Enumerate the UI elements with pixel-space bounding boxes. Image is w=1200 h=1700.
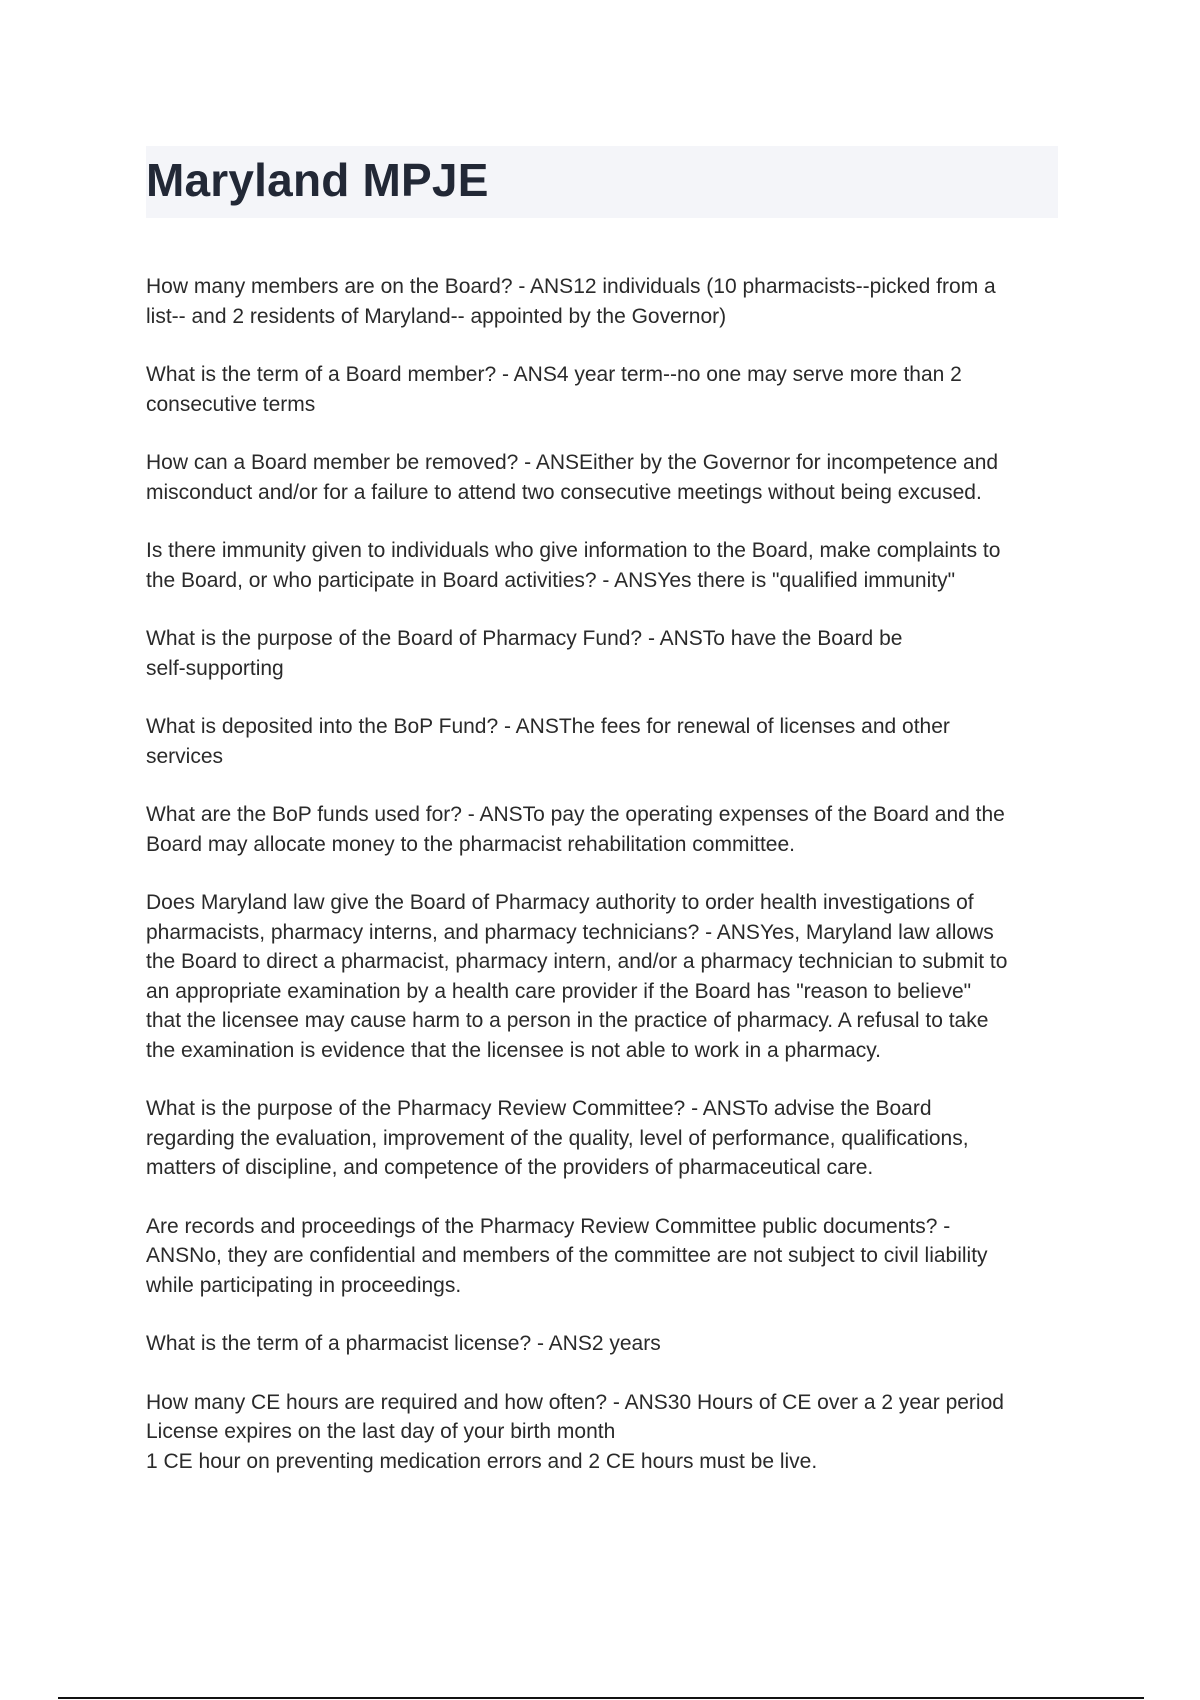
qa-line: the Board to direct a pharmacist, pharmacy intern, and/or a pharmacy technician to submit to [146,950,1008,973]
qa-line: How can a Board member be removed? - ANSEither by the Governor for incompetence and [146,451,999,474]
document-title: Maryland MPJE [146,154,489,206]
qa-item [146,1329,1058,1359]
qa-line: the examination is evidence that the licensee is not able to work in a pharmacy. [146,1038,882,1062]
qa-line: list-- and 2 residents of Maryland-- appointed by the Governor) [146,304,727,328]
qa-line: while participating in proceedings. [146,1273,462,1297]
qa-line: services [146,744,224,768]
qa-line: misconduct and/or for a failure to attend two consecutive meetings without being excused. [146,480,982,504]
qa-line: How many members are on the Board? - ANS12 individuals (10 pharmacists--picked from a [146,275,996,298]
title-banner [146,146,1058,218]
qa-list [146,272,1058,1505]
qa-line: What is the purpose of the Pharmacy Review Committee? - ANSTo advise the Board [146,1097,932,1120]
footer-rule [58,1697,1144,1699]
qa-line: What is the purpose of the Board of Pharmacy Fund? - ANSTo have the Board be [146,627,903,650]
qa-item [146,712,1058,771]
qa-line: Does Maryland law give the Board of Pharmacy authority to order health investigations of [146,891,974,914]
qa-item [146,624,1058,683]
qa-line: Are records and proceedings of the Pharmacy Review Committee public documents? - [146,1214,951,1238]
qa-line: ANSNo, they are confidential and members of the committee are not subject to civil liability [146,1244,988,1267]
qa-line: Board may allocate money to the pharmacist rehabilitation committee. [146,832,795,856]
qa-line: What is the term of a Board member? - ANS4 year term--no one may serve more than 2 [146,363,962,386]
qa-line: What is the term of a pharmacist license? - ANS2 years [146,1332,661,1355]
qa-item [146,448,1058,507]
qa-line: Is there immunity given to individuals who give information to the Board, make complaints to [146,539,1001,562]
qa-item [146,1094,1058,1183]
qa-line: matters of discipline, and competence of the providers of pharmaceutical care. [146,1156,874,1179]
qa-line: License expires on the last day of your birth month [146,1420,616,1443]
qa-line: How many CE hours are required and how often? - ANS30 Hours of CE over a 2 year period [146,1390,1004,1414]
qa-line: regarding the evaluation, improvement of the quality, level of performance, qualifications, [146,1126,969,1150]
qa-item [146,536,1058,595]
qa-line: the Board, or who participate in Board activities? - ANSYes there is "qualified immunity" [146,568,956,592]
qa-line: that the licensee may cause harm to a person in the practice of pharmacy. A refusal to take [146,1009,989,1032]
qa-item [146,800,1058,859]
qa-item [146,272,1058,331]
qa-item [146,1388,1058,1477]
qa-line: 1 CE hour on preventing medication errors and 2 CE hours must be live. [146,1449,818,1473]
qa-line: consecutive terms [146,392,316,416]
qa-item [146,1212,1058,1301]
qa-line: What are the BoP funds used for? - ANSTo pay the operating expenses of the Board and the [146,803,1005,826]
qa-line: What is deposited into the BoP Fund? - ANSThe fees for renewal of licenses and other [146,715,950,738]
qa-item [146,360,1058,419]
qa-item [146,888,1058,1065]
qa-line: self-supporting [146,656,284,680]
qa-line: pharmacists, pharmacy interns, and pharmacy technicians? - ANSYes, Maryland law allows [146,920,994,944]
qa-line: an appropriate examination by a health care provider if the Board has "reason to believe" [146,979,972,1003]
